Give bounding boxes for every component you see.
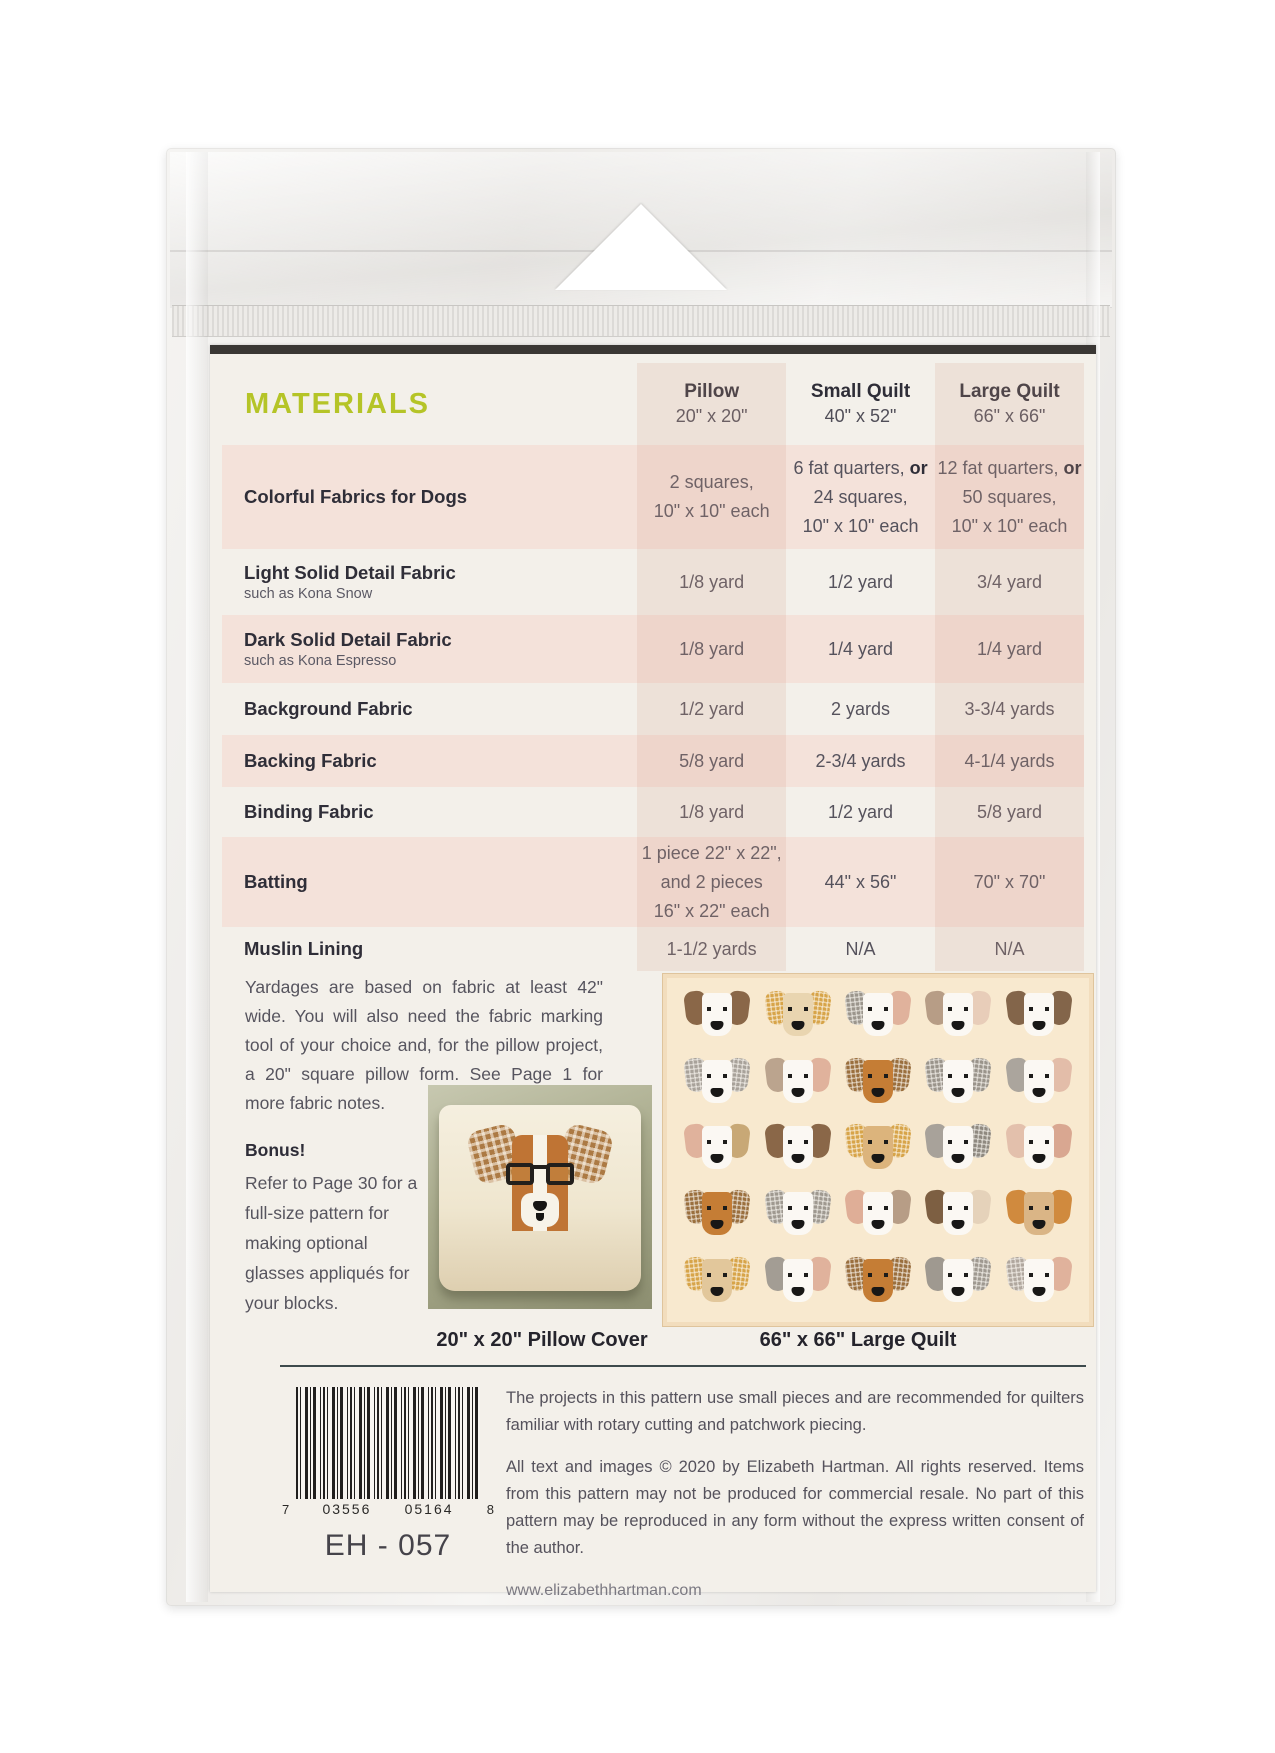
pillow-dog-nose	[533, 1201, 547, 1211]
table-header-row	[222, 363, 1084, 445]
bonus-note	[245, 1135, 429, 1318]
dog-block	[1007, 1256, 1071, 1310]
table-cell: 1/2 yard	[637, 683, 786, 735]
table-cell: 1/8 yard	[637, 787, 786, 837]
column-header-large-quilt: Large Quilt 66" x 66"	[935, 363, 1084, 445]
materials-title: MATERIALS	[245, 387, 431, 420]
dog-block	[766, 1189, 830, 1243]
table-cell: 2 squares, 10" x 10" each	[637, 445, 786, 549]
table-cell: N/A	[935, 927, 1084, 971]
materials-title-cell	[222, 363, 637, 445]
table-cell: 5/8 yard	[637, 735, 786, 787]
table-row	[222, 787, 1084, 837]
quilt-dog-grid	[677, 984, 1079, 1316]
table-row	[222, 927, 1084, 971]
pillow-dog-mouth	[536, 1213, 544, 1221]
table-cell: 2-3/4 yards	[786, 735, 935, 787]
divider-line	[280, 1365, 1086, 1367]
table-row	[222, 549, 1084, 615]
dog-block	[766, 1123, 830, 1177]
table-cell: 44" x 56"	[786, 837, 935, 927]
dog-block	[926, 1189, 990, 1243]
copyright-text: All text and images © 2020 by Elizabeth Hartman. All rights reserved. Items from this pattern may not be produced for commercial resale. No part of this pattern may be reproduced in any form without the express written consent of the author.	[506, 1458, 1084, 1557]
table-cell: 70" x 70"	[935, 837, 1084, 927]
dog-block	[685, 1256, 749, 1310]
dog-block	[926, 990, 990, 1044]
table-row	[222, 735, 1084, 787]
pillow-photo	[428, 1085, 652, 1309]
item-number: EH - 057	[324, 1529, 452, 1562]
bonus-text: Refer to Page 30 for a full-size pattern for making optional glasses appliqués for your blocks.	[245, 1173, 418, 1313]
table-cell: 1/2 yard	[828, 571, 894, 592]
column-header-pillow: Pillow 20" x 20"	[637, 363, 786, 445]
dog-block	[846, 1189, 910, 1243]
dog-block	[846, 1256, 910, 1310]
barcode	[282, 1387, 494, 1563]
column-header-small-quilt: Small Quilt 40" x 52"	[810, 381, 911, 426]
bonus-title: Bonus!	[245, 1140, 306, 1160]
pillow-dog-glasses	[504, 1163, 576, 1185]
dog-block	[1007, 990, 1071, 1044]
row-label: Binding Fabric	[244, 801, 374, 822]
dog-block	[846, 990, 910, 1044]
table-cell: 2 yards	[831, 698, 891, 719]
table-cell: 1/8 yard	[637, 615, 786, 683]
barcode-bars	[296, 1387, 480, 1499]
materials-table	[222, 363, 1084, 971]
quilt-caption: 66" x 66" Large Quilt	[759, 1329, 957, 1351]
barcode-digits: 7 03556 05164 8	[282, 1501, 494, 1517]
pillow-caption: 20" x 20" Pillow Cover	[436, 1329, 648, 1351]
bag-sheen	[186, 152, 208, 1602]
dog-block	[926, 1123, 990, 1177]
row-label: Backing Fabric	[222, 735, 637, 787]
table-row	[222, 615, 1084, 683]
table-cell: 1/2 yard	[828, 801, 894, 822]
dog-block	[926, 1057, 990, 1111]
dog-block	[685, 1189, 749, 1243]
dog-block	[1007, 1189, 1071, 1243]
table-cell: 1-1/2 yards	[637, 927, 786, 971]
dog-block	[846, 1123, 910, 1177]
dog-block	[685, 1123, 749, 1177]
row-label: Batting	[222, 837, 637, 927]
dog-block	[1007, 1123, 1071, 1177]
table-cell: 12 fat quarters, or 50 squares, 10" x 10" each	[935, 445, 1084, 549]
pillow	[439, 1105, 641, 1291]
table-row	[222, 683, 1084, 735]
dog-block	[685, 990, 749, 1044]
pattern-card	[210, 345, 1096, 1599]
dog-block	[685, 1057, 749, 1111]
table-cell: 1 piece 22" x 22", and 2 pieces 16" x 22" each	[637, 837, 786, 927]
recommendation-text: The projects in this pattern use small pieces and are recommended for quilters familiar with rotary cutting and patchwork piecing.	[506, 1389, 1084, 1434]
footer-text	[506, 1385, 1084, 1604]
pillow-dog-head	[512, 1135, 568, 1231]
table-cell: 6 fat quarters, or 24 squares, 10" x 10" each	[786, 445, 935, 549]
hang-hole	[555, 204, 727, 290]
row-label: Background Fabric	[244, 698, 413, 719]
row-label: Light Solid Detail Fabric such as Kona Snow	[244, 562, 456, 602]
table-row	[222, 837, 1084, 927]
table-row	[222, 445, 1084, 549]
pillow-dog-muzzle	[521, 1193, 559, 1227]
zip-seal	[172, 305, 1110, 337]
row-label: Muslin Lining	[244, 938, 364, 959]
dog-block	[766, 1256, 830, 1310]
dog-block	[1007, 1057, 1071, 1111]
quilt-photo	[662, 973, 1094, 1327]
dog-block	[926, 1256, 990, 1310]
table-cell: 1/8 yard	[637, 549, 786, 615]
table-cell: N/A	[845, 938, 876, 959]
table-cell: 1/4 yard	[935, 615, 1084, 683]
table-cell: 1/4 yard	[786, 615, 935, 683]
website-url: www.elizabethhartman.com	[506, 1582, 702, 1599]
plastic-bag	[166, 148, 1116, 1606]
row-label: Dark Solid Detail Fabric such as Kona Espresso	[222, 615, 637, 683]
table-cell: 3/4 yard	[935, 549, 1084, 615]
dog-block	[846, 1057, 910, 1111]
card-dark-edge	[210, 345, 1096, 354]
row-label: Colorful Fabrics for Dogs	[222, 445, 637, 549]
dog-block	[766, 990, 830, 1044]
yardage-note: Yardages are based on fabric at least 42" wide. You will also need the fabric marking tool of your choice and, for the pillow project, a 20" square pillow form. See Page 1 for more fabric notes.	[245, 977, 603, 1113]
table-cell: 3-3/4 yards	[935, 683, 1084, 735]
table-cell: 5/8 yard	[935, 787, 1084, 837]
dog-block	[766, 1057, 830, 1111]
table-cell: 4-1/4 yards	[935, 735, 1084, 787]
